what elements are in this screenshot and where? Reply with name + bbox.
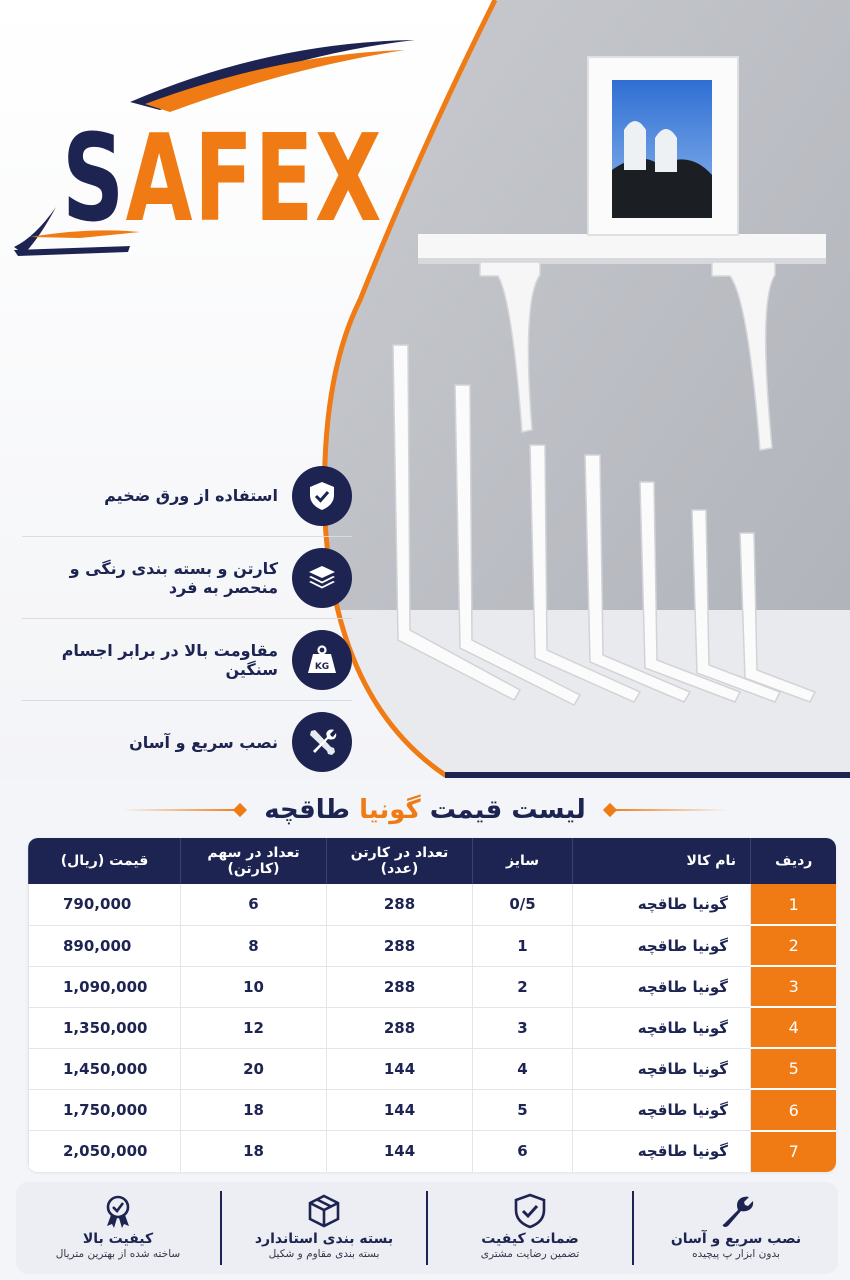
size-cell: 5 [473, 1089, 573, 1130]
feature-label: کارتن و بسته بندی رنگی و منحصر به فرد [69, 558, 278, 597]
shield-check-icon [292, 466, 352, 526]
size-cell: 2 [473, 966, 573, 1007]
size-cell: 6 [473, 1131, 573, 1172]
title-divider-right [608, 809, 728, 811]
product-name-cell: گونیا طاقچه [573, 1089, 751, 1130]
product-name-cell: گونیا طاقچه [573, 966, 751, 1007]
per-share-cell: 12 [181, 1007, 327, 1048]
table-row [29, 925, 837, 966]
benefit-badge: نصب سریع و آسان بدون ابزار پ پیچیده [632, 1191, 838, 1265]
table-row [29, 1131, 837, 1172]
table-header-row [29, 838, 837, 884]
row-number-cell: 2 [751, 925, 837, 966]
size-cell: 1 [473, 925, 573, 966]
size-cell: 0/5 [473, 884, 573, 925]
product-name-cell: گونیا طاقچه [573, 1007, 751, 1048]
column-header: سایز [473, 838, 573, 884]
per-share-cell: 18 [181, 1089, 327, 1130]
price-cell: 790,000 [29, 884, 181, 925]
table-row [29, 1048, 837, 1089]
column-header: قیمت (ریال) [29, 838, 181, 884]
feature-label: استفاده از ورق ضخیم [104, 486, 278, 505]
feature-label: مقاومت بالا در برابر اجسام سنگین [61, 640, 278, 679]
price-table [28, 838, 836, 1172]
per-carton-cell: 144 [327, 1048, 473, 1089]
row-number-cell: 6 [751, 1089, 837, 1130]
feature-list [22, 455, 352, 783]
price-cell: 1,350,000 [29, 1007, 181, 1048]
row-number-cell: 1 [751, 884, 837, 925]
feature-item [22, 619, 352, 701]
price-cell: 2,050,000 [29, 1131, 181, 1172]
benefit-badge: کیفیت بالا ساخته شده از بهترین متریال [16, 1191, 220, 1265]
price-list-title [0, 788, 850, 832]
column-header: تعداد در کارتن (عدد) [327, 838, 473, 884]
table-row [29, 884, 837, 925]
per-carton-cell: 288 [327, 925, 473, 966]
benefit-badge: ضمانت کیفیت تضمین رضایت مشتری [426, 1191, 632, 1265]
safex-logo [10, 32, 420, 262]
feature-item [22, 455, 352, 537]
product-name-cell: گونیا طاقچه [573, 884, 751, 925]
product-name-cell: گونیا طاقچه [573, 1131, 751, 1172]
size-cell: 3 [473, 1007, 573, 1048]
shield-quality-icon [512, 1193, 548, 1229]
product-name-cell: گونیا طاقچه [573, 925, 751, 966]
feature-label: نصب سریع و آسان [129, 732, 278, 752]
per-carton-cell: 288 [327, 966, 473, 1007]
per-share-cell: 18 [181, 1131, 327, 1172]
per-carton-cell: 144 [327, 1089, 473, 1130]
price-cell: 1,090,000 [29, 966, 181, 1007]
per-carton-cell: 288 [327, 884, 473, 925]
per-share-cell: 10 [181, 966, 327, 1007]
column-header: نام کالا [573, 838, 751, 884]
title-divider-left [122, 809, 242, 811]
kg-weight-icon [292, 630, 352, 690]
per-carton-cell: 288 [327, 1007, 473, 1048]
table-row [29, 1089, 837, 1130]
svg-text:KG: KG [314, 661, 330, 672]
price-cell: 890,000 [29, 925, 181, 966]
price-cell: 1,450,000 [29, 1048, 181, 1089]
table-row [29, 966, 837, 1007]
feature-item [22, 701, 352, 783]
box-icon [306, 1193, 342, 1229]
benefit-badge: بسته بندی استاندارد بسته بندی مقاوم و شکیل [220, 1191, 426, 1265]
price-cell: 1,750,000 [29, 1089, 181, 1130]
wrench-icon [718, 1193, 754, 1229]
tools-icon [292, 712, 352, 772]
per-share-cell: 6 [181, 884, 327, 925]
layers-icon [292, 548, 352, 608]
row-number-cell: 7 [751, 1131, 837, 1172]
brand-wordmark: SAFEX [62, 110, 383, 249]
per-share-cell: 20 [181, 1048, 327, 1089]
column-header: تعداد در سهم (کارتن) [181, 838, 327, 884]
award-ribbon-icon [100, 1193, 136, 1229]
per-carton-cell: 144 [327, 1131, 473, 1172]
benefits-strip [16, 1182, 838, 1274]
product-name-cell: گونیا طاقچه [573, 1048, 751, 1089]
price-list-heading: لیست قیمت گونیا طاقچه [264, 795, 586, 825]
row-number-cell: 3 [751, 966, 837, 1007]
per-share-cell: 8 [181, 925, 327, 966]
feature-item [22, 537, 352, 619]
row-number-cell: 4 [751, 1007, 837, 1048]
row-number-cell: 5 [751, 1048, 837, 1089]
column-header: ردیف [751, 838, 837, 884]
size-cell: 4 [473, 1048, 573, 1089]
table-row [29, 1007, 837, 1048]
